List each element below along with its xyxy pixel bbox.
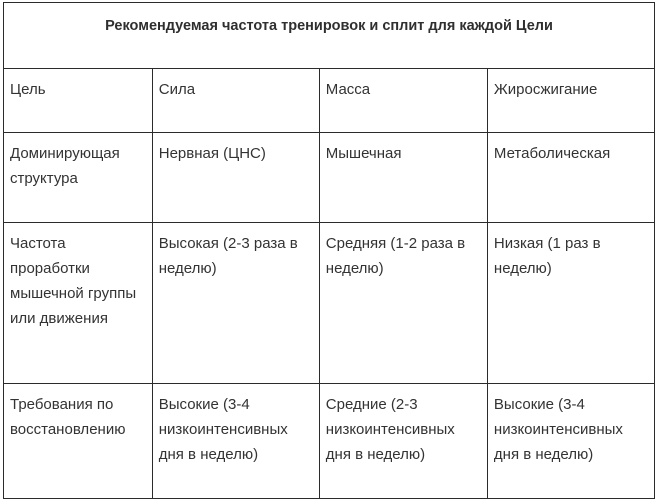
row-label-recovery: Требования по восстановлению bbox=[4, 384, 153, 499]
cell-fatloss-structure: Метаболическая bbox=[487, 133, 654, 223]
header-mass: Масса bbox=[319, 69, 487, 133]
row-label-frequency: Частота проработки мышечной группы или движения bbox=[4, 223, 153, 384]
table-row bbox=[4, 133, 655, 223]
header-strength: Сила bbox=[152, 69, 319, 133]
table-row bbox=[4, 223, 655, 384]
cell-strength-recovery: Высокие (3-4 низкоинтенсивных дня в неделю) bbox=[152, 384, 319, 499]
cell-strength-structure: Нервная (ЦНС) bbox=[152, 133, 319, 223]
table-row bbox=[4, 384, 655, 499]
cell-fatloss-recovery: Высокие (3-4 низкоинтенсивных дня в неделю) bbox=[487, 384, 654, 499]
cell-mass-structure: Мышечная bbox=[319, 133, 487, 223]
header-fat-loss: Жиросжигание bbox=[487, 69, 654, 133]
cell-fatloss-frequency: Низкая (1 раз в неделю) bbox=[487, 223, 654, 384]
cell-mass-recovery: Средние (2-3 низкоинтенсивных дня в неделю) bbox=[319, 384, 487, 499]
row-label-dominant-structure: Доминирующая структура bbox=[4, 133, 153, 223]
cell-mass-frequency: Средняя (1-2 раза в неделю) bbox=[319, 223, 487, 384]
header-goal: Цель bbox=[4, 69, 153, 133]
table-header-row bbox=[4, 69, 655, 133]
training-frequency-table bbox=[3, 2, 655, 499]
table-title: Рекомендуемая частота тренировок и сплит для каждой Цели bbox=[4, 3, 655, 69]
cell-strength-frequency: Высокая (2-3 раза в неделю) bbox=[152, 223, 319, 384]
table-title-row bbox=[4, 3, 655, 69]
